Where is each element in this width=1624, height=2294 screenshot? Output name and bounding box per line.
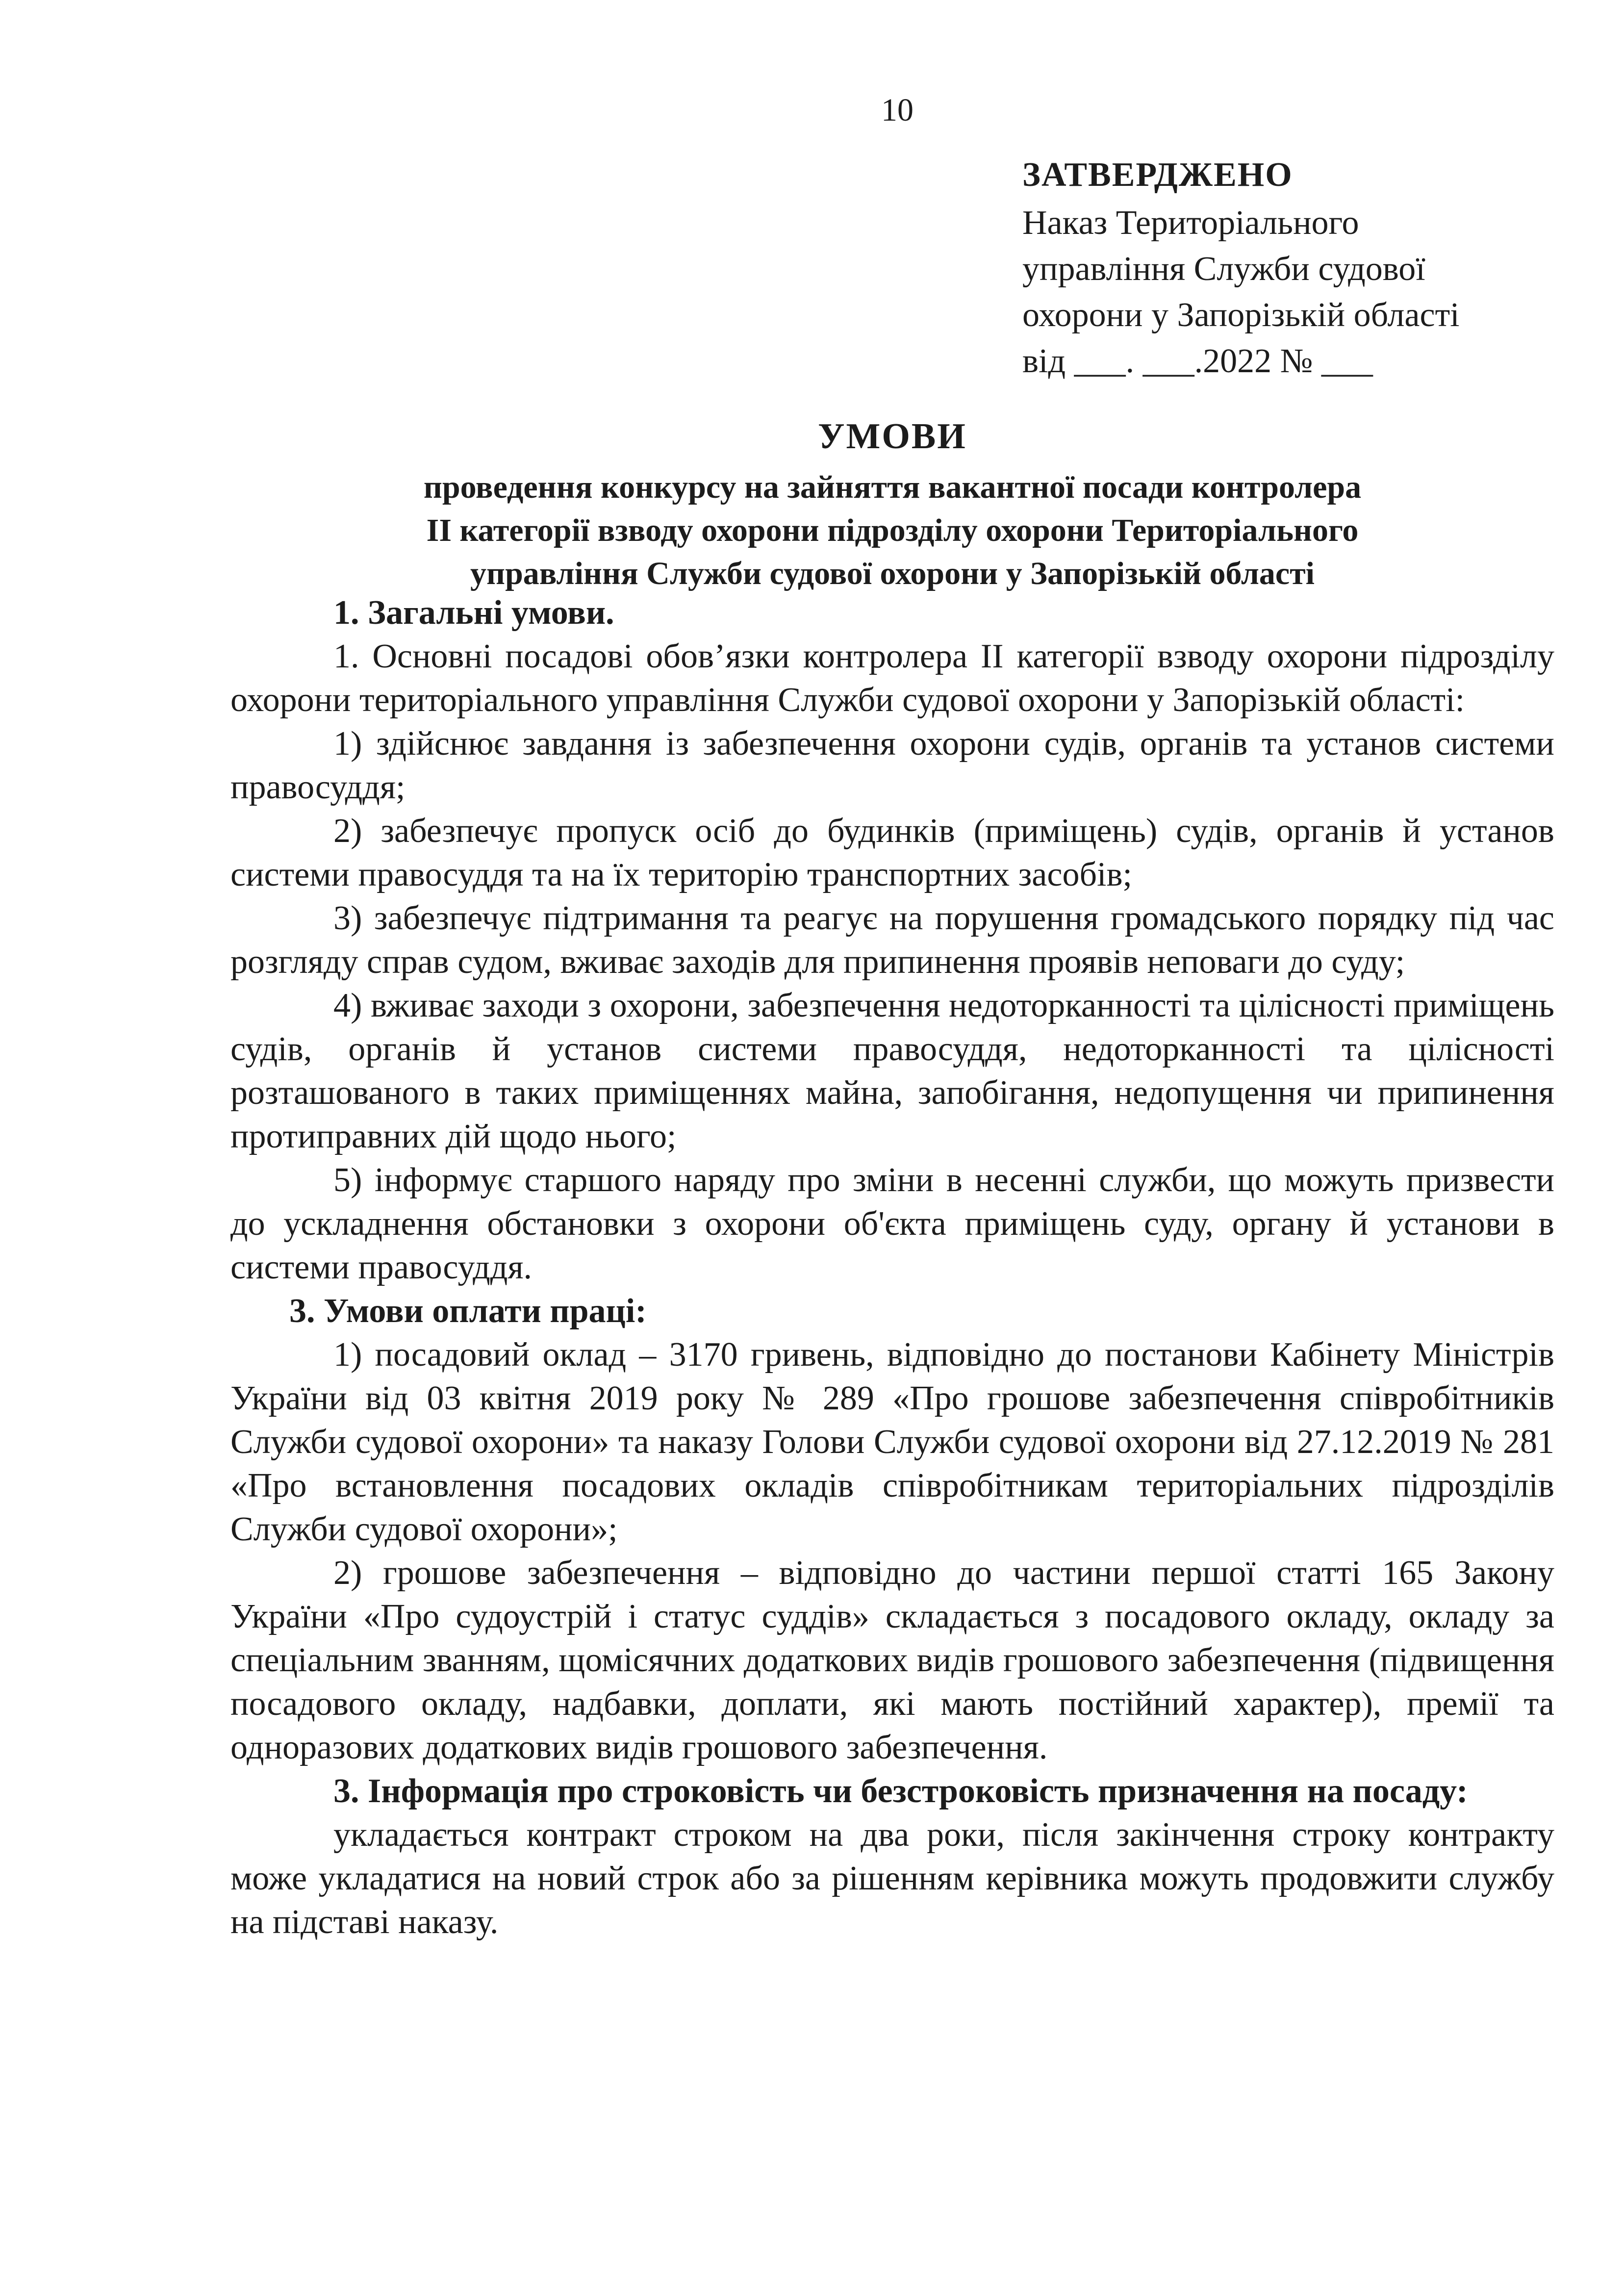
approval-stamp: ЗАТВЕРДЖЕНО xyxy=(1022,156,1293,194)
approval-block xyxy=(1022,152,1581,384)
page-number: 10 xyxy=(881,92,914,128)
document-subtitle-line: проведення конкурсу на зайняття вакантної посади контролера xyxy=(423,469,1362,505)
duty-item: 2) забезпечує пропуск осіб до будинків (приміщень) судів, органів й установ системи правосуддя та на їх територію транспортних засобів; xyxy=(230,812,1554,893)
duty-item: 5) інформує старшого наряду про зміни в несенні служби, що можуть призвести до ускладнення обстановки з охорони об'єкта приміщень суду, органу й установи в системи правосуддя. xyxy=(230,1161,1554,1286)
document-subtitle-line: ІІ категорії взводу охорони підрозділу охорони Територіального xyxy=(426,512,1359,548)
pay-item: 1) посадовий оклад – 3170 гривень, відповідно до постанови Кабінету Міністрів України від 03 квітня 2019 року № 289 «Про грошове забезпечення співробітників Служби судової охорони» та наказу Голови Служби судової охорони від 27.12.2019 № 281 «Про встановлення посадових окладів співробітникам територіальних підрозділів Служби судової охорони»; xyxy=(230,1336,1554,1548)
approval-date-line: від ___. ___.2022 № ___ xyxy=(1022,342,1373,380)
section-heading-term: 3. Інформація про строковість чи безстроковість призначення на посаду: xyxy=(333,1772,1468,1810)
document-subtitle-line: управління Служби судової охорони у Запорізькій області xyxy=(470,556,1315,591)
term-paragraph: укладається контракт строком на два роки, після закінчення строку контракту може укладатися на новий строк або за рішенням керівника можуть продовжити службу на підставі наказу. xyxy=(230,1816,1554,1941)
section-heading-general: 1. Загальні умови. xyxy=(333,594,614,632)
approval-line: охорони у Запорізькій області xyxy=(1022,296,1460,334)
approval-line: Наказ Територіального xyxy=(1022,204,1359,242)
pay-item: 2) грошове забезпечення – відповідно до частини першої статті 165 Закону України «Про судоустрій і статус суддів» складається з посадового окладу, окладу за спеціальним званням, щомісячних додаткових видів грошового забезпечення (підвищення посадового окладу, надбавки, доплати, які мають постійний характер), премії та одноразових додаткових видів грошового забезпечення. xyxy=(230,1554,1554,1766)
duty-item: 3) забезпечує підтримання та реагує на порушення громадського порядку під час розгляду справ судом, вживає заходів для припинення проявів неповаги до суду; xyxy=(230,899,1554,981)
general-intro-paragraph: 1. Основні посадові обов’язки контролера ІІ категорії взводу охорони підрозділу охорони територіального управління Служби судової охорони у Запорізькій області: xyxy=(230,637,1554,719)
approval-line: управління Служби судової xyxy=(1022,250,1425,288)
duty-item: 1) здійснює завдання із забезпечення охорони судів, органів та установ системи правосуддя; xyxy=(230,725,1554,806)
section-heading-pay: 3. Умови оплати праці: xyxy=(289,1292,647,1330)
document-title: УМОВИ xyxy=(818,416,967,457)
document-body xyxy=(230,591,1554,1944)
title-block xyxy=(230,412,1554,595)
duty-item: 4) вживає заходи з охорони, забезпечення недоторканності та цілісності приміщень судів, органів й установ системи правосуддя, недоторканності та цілісності розташованого в таких приміщеннях майна, запобігання, недопущення чи припинення протиправних дій щодо нього; xyxy=(230,987,1554,1155)
